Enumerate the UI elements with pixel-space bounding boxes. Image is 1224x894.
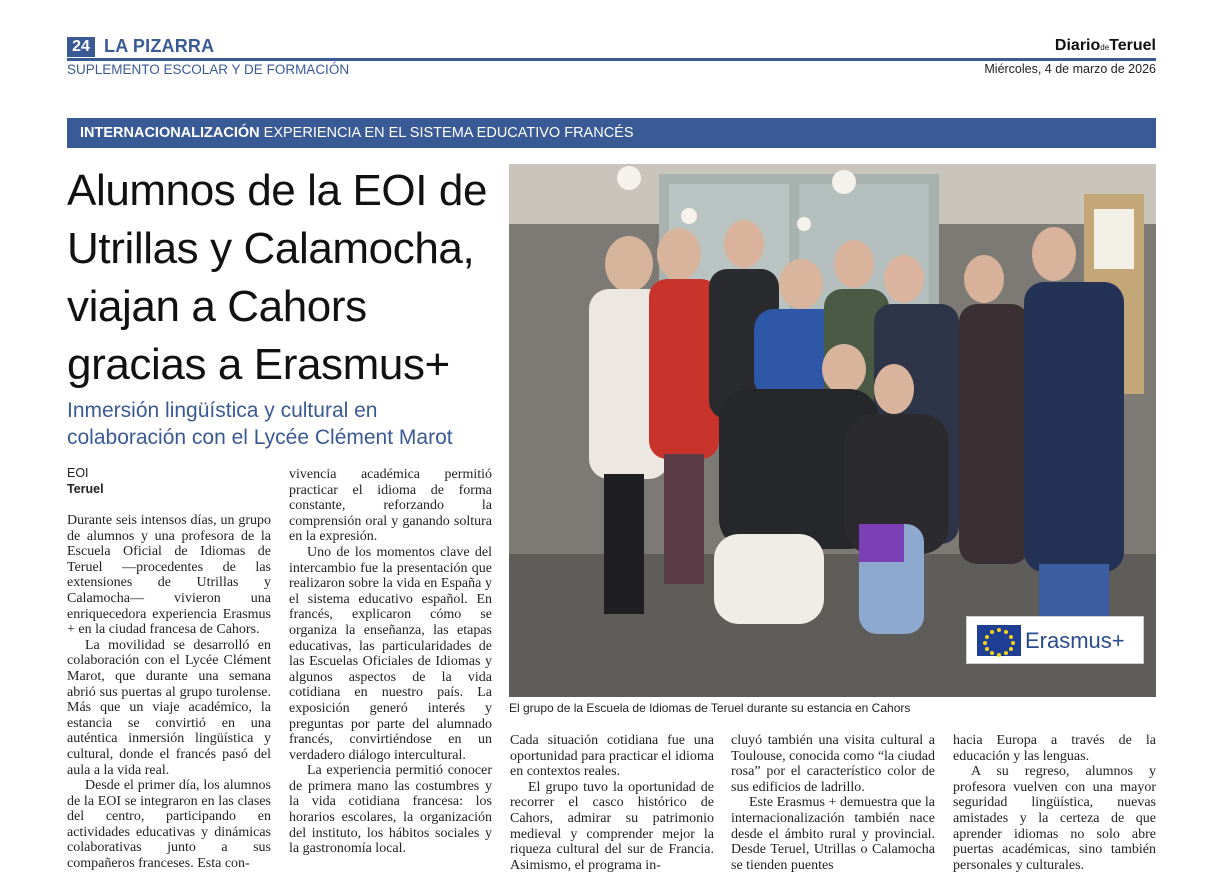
paragraph: Desde el primer día, los alumnos de la EOI se integraron en las clases del centro, participando en actividades educativas y dinámicas colaborativas junto a sus compañeros franceses. Esta con- (67, 778, 271, 872)
article-column-3 (510, 733, 714, 873)
section-banner (67, 118, 1156, 148)
byline-place: Teruel (67, 482, 104, 496)
section-title: LA PIZARRA (104, 36, 215, 56)
paragraph: La experiencia permitió conocer de primera mano las costumbres y la vida cotidiana francesa: los horarios escolares, la organización del instituto, los hábitos sociales y la gastronomía local. (289, 763, 492, 857)
banner-topic: EXPERIENCIA EN EL SISTEMA EDUCATIVO FRANCÉS (263, 125, 634, 141)
page-number: 24 (67, 37, 95, 57)
paragraph: La movilidad se desarrolló en colaboración con el Lycée Clément Marot, que durante una semana abrió sus puertas al grupo turolense. Más que un viaje académico, la estancia se convirtió en una auténtica inmersión lingüística y cultural, donde el francés pasó del aula a la vida real. (67, 637, 271, 778)
paragraph: A su regreso, alumnos y profesora vuelven con una mayor seguridad lingüística, nuevas amistades y la certeza de que aprender idiomas no solo abre puertas académicas, sino también personales y culturales. (953, 764, 1156, 873)
photo-caption: El grupo de la Escuela de Idiomas de Teruel durante su estancia en Cahors (509, 701, 911, 715)
issue-date: Miércoles, 4 de marzo de 2026 (984, 62, 1156, 76)
article-column-5 (953, 733, 1156, 873)
article-subheadline: Inmersión lingüística y cultural en colaboración con el Lycée Clément Marot (67, 399, 453, 449)
group-photo (509, 164, 1156, 697)
paragraph: Durante seis intensos días, un grupo de alumnos y una profesora de la Escuela Oficial de Idiomas de Teruel —procedentes de las extensiones de Utrillas y Calamocha— vivieron una enriquecedora experiencia Erasmus + en la ciudad francesa de Cahors. (67, 513, 271, 638)
byline (67, 465, 104, 497)
paragraph: El grupo tuvo la oportunidad de recorrer el casco histórico de Cahors, admirar su patrimonio medieval y comprender mejor la riqueza cultural del sur de Francia. Asimismo, el programa in- (510, 779, 714, 873)
supplement-title: SUPLEMENTO ESCOLAR Y DE FORMACIÓN (67, 62, 350, 77)
newspaper-masthead (1055, 37, 1156, 55)
masthead-word-de: de (1100, 43, 1110, 52)
header-rule (67, 58, 1156, 61)
article-headline: Alumnos de la EOI de Utrillas y Calamocha, viajan a Cahors gracias a Erasmus+ (67, 166, 488, 389)
paragraph: Cada situación cotidiana fue una oportunidad para practicar el idioma en contextos reales. (510, 733, 714, 780)
paragraph: Este Erasmus + demuestra que la internacionalización también nace desde el ámbito rural y provincial. Desde Teruel, Utrillas o Calamocha se tienden puentes (731, 795, 935, 873)
article-column-4 (731, 733, 935, 873)
erasmus-wordmark: Erasmus+ (1025, 628, 1125, 653)
masthead-word-diario: Diario (1054, 37, 1101, 54)
article-column-2 (289, 467, 492, 857)
article-column-1 (67, 513, 271, 872)
byline-author: EOI (67, 466, 89, 480)
erasmus-logo (966, 616, 1144, 664)
banner-category: INTERNACIONALIZACIÓN (80, 125, 260, 141)
paragraph: Uno de los momentos clave del intercambio fue la presentación que realizaron sobre la vida en España y el sistema educativo español. En francés, explicaron cómo se organiza la enseñanza, las etapas educativas, las particularidades de las Escuelas Oficiales de Idiomas y algunos aspectos de la vida cotidiana en nuestro país. La exposición generó interés y preguntas por parte del alumnado francés, convirtiéndose en un verdadero diálogo intercultural. (289, 544, 492, 763)
eu-flag-icon (977, 625, 1021, 656)
paragraph: cluyó también una visita cultural a Toulouse, conocida como “la ciudad rosa” por el característico color de sus edificios de ladrillo. (731, 733, 935, 795)
masthead-word-teruel: Teruel (1109, 37, 1156, 54)
paragraph: hacia Europa a través de la educación y las lenguas. (953, 733, 1156, 764)
paragraph: vivencia académica permitió practicar el idioma de forma constante, reforzando la comprensión oral y ganando soltura en la expresión. (289, 467, 492, 545)
